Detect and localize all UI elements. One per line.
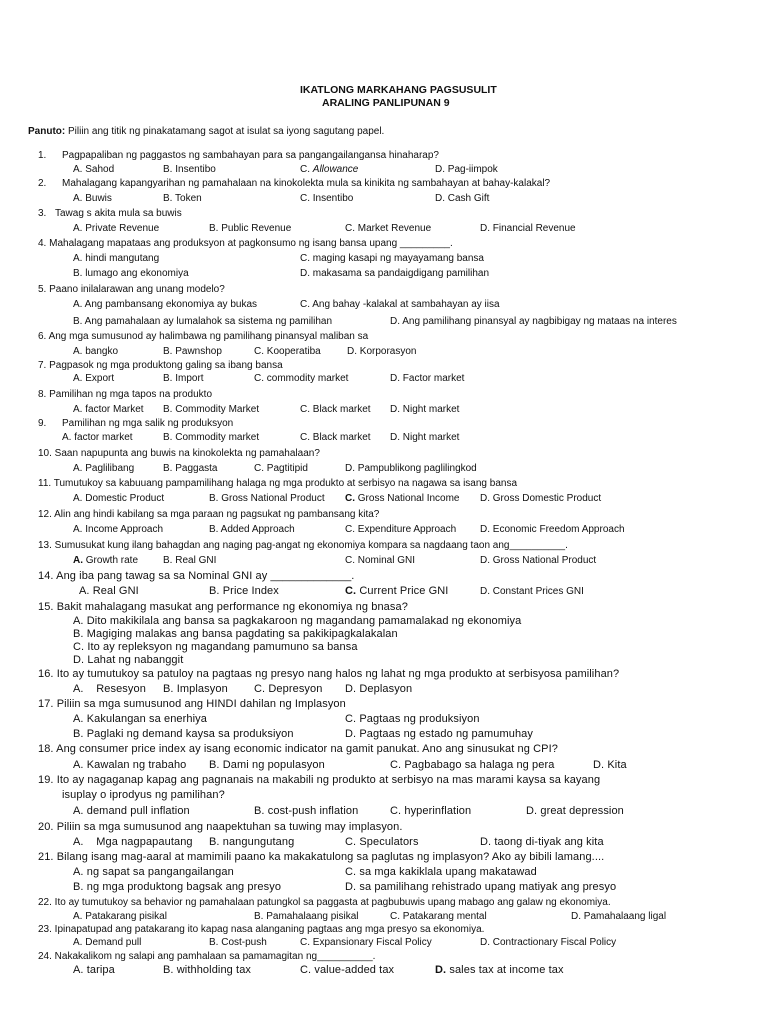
- choice-a: A. Demand pull: [73, 937, 142, 948]
- choice-b: B. Price Index: [209, 585, 279, 597]
- choice-c: C. Depresyon: [254, 683, 323, 695]
- choice-b: B. Import: [163, 373, 204, 384]
- question-text: 10. Saan napupunta ang buwis na kinokolekta ng pamahalaan?: [38, 448, 320, 459]
- choice-a: A. Mga nagpapautang: [73, 836, 193, 848]
- choice-b: B. Commodity market: [163, 432, 260, 443]
- question-text: 11. Tumutukoy sa kabuuang pampamilihang halaga ng mga produkto at serbisyo na nagawa sa isang bansa: [38, 478, 518, 489]
- choice-d: D. Gross Domestic Product: [480, 493, 602, 504]
- choice-c: C. Pagbabago sa halaga ng pera: [390, 759, 555, 771]
- choice-b: B. Cost-push: [209, 937, 267, 948]
- instructions-text: Piliin ang titik ng pinakatamang sagot at isulat sa iyong sagutang papel.: [68, 126, 385, 137]
- choice-b: B. Dami ng populasyon: [209, 759, 325, 771]
- choice-a: A. factor market: [62, 432, 133, 443]
- choice-b: B. Real GNI: [163, 555, 217, 566]
- choice-d: D. makasama sa pandaigdigang pamilihan: [300, 268, 490, 279]
- question-text: Tawag s akita mula sa buwis: [55, 208, 182, 219]
- choice-b: B. cost-push inflation: [254, 805, 359, 817]
- choice-d: D. Night market: [390, 404, 460, 415]
- choice-b: B. Paglaki ng demand kaysa sa produksiyon: [73, 728, 294, 740]
- choice-c: C. sa mga kakiklala upang makatawad: [345, 866, 537, 878]
- question-number: 9.: [38, 418, 47, 429]
- question-text: Mahalagang kapangyarihan ng pamahalaan na kinokolekta mula sa kinikita ng sambahayan at bahay-kalakal?: [62, 178, 551, 189]
- choice-a: A. bangko: [73, 346, 119, 357]
- question-text: 19. Ito ay nagaganap kapag ang pagnanais na makabili ng produkto at serbisyo na mas marami kaysa sa kayang: [38, 774, 601, 786]
- choice-b: B. Insentibo: [163, 164, 216, 175]
- choice-a: A. demand pull inflation: [73, 805, 190, 817]
- choice-a: A. taripa: [73, 964, 115, 976]
- choice-b: B. Ang pamahalaan ay lumalahok sa sistema ng pamilihan: [73, 316, 333, 327]
- choice-d: D. taong di-tiyak ang kita: [480, 836, 604, 848]
- choice-a: A. Patakarang pisikal: [73, 911, 167, 922]
- choice-d: D. Pamahalaang ligal: [571, 911, 667, 922]
- choice-c: C. hyperinflation: [390, 805, 472, 817]
- choice-a: A. Kawalan ng trabaho: [73, 759, 187, 771]
- choice-c: C. Ito ay repleksyon ng magandang pamumuno sa bansa: [73, 641, 358, 653]
- choice-a: A. factor Market: [73, 404, 144, 415]
- choice-d: D. Contractionary Fiscal Policy: [480, 937, 617, 948]
- question-text-continued: isuplay o iprodyus ng pamilihan?: [62, 789, 225, 801]
- choice-c: C. value-added tax: [300, 964, 395, 976]
- choice-d: D. Deplasyon: [345, 683, 413, 695]
- question-text: 17. Piliin sa mga sumusunod ang HINDI dahilan ng Implasyon: [38, 698, 346, 710]
- choice-d: D. Pampublikong paglilingkod: [345, 463, 477, 474]
- choice-b: B. nangungutang: [209, 836, 295, 848]
- question-text: 18. Ang consumer price index ay isang economic indicator na gamit panukat. Ano ang sinusukat ng CPI?: [38, 743, 558, 755]
- choice-a: A. Ang pambansang ekonomiya ay bukas: [73, 299, 258, 310]
- choice-b: B. Magiging malakas ang bansa pagdating sa pakikipagkalakalan: [73, 628, 398, 640]
- question-text: 21. Bilang isang mag-aaral at mamimili paano ka makakatulong sa paglutas ng implasyon? Ako ay bibili lamang....: [38, 851, 605, 863]
- question-text: Pagpapaliban ng paggastos ng sambahayan para sa pangangailangansa hinaharap?: [62, 150, 439, 161]
- exam-title: IKATLONG MARKAHANG PAGSUSULIT: [300, 84, 497, 96]
- choice-c: C. Gross National Income: [345, 493, 460, 504]
- choice-c: C. Ang bahay -kalakal at sambahayan ay iisa: [300, 299, 500, 310]
- choice-d: D. Kita: [593, 759, 627, 771]
- question-text: 7. Pagpasok ng mga produktong galing sa ibang bansa: [38, 360, 283, 371]
- choice-a: A. Export: [73, 373, 115, 384]
- choice-c: C. Market Revenue: [345, 223, 432, 234]
- question-text: 5. Paano inilalarawan ang unang modelo?: [38, 284, 225, 295]
- choice-d: D. Constant Prices GNI: [480, 586, 584, 597]
- choice-a: A. ng sapat sa pangangailangan: [73, 866, 234, 878]
- choice-b: B. Implasyon: [163, 683, 228, 695]
- question-text: 15. Bakit mahalagang masukat ang performance ng ekonomiya ng bnasa?: [38, 601, 408, 613]
- choice-a: A. Paglilibang: [73, 463, 135, 474]
- question-text: 12. Alin ang hindi kabilang sa mga paraan ng pagsukat ng pambansang kita?: [38, 509, 380, 520]
- instructions-label: Panuto:: [28, 126, 66, 137]
- choice-d: D. Gross National Product: [480, 555, 597, 566]
- choice-d: D. Pagtaas ng estado ng pamumuhay: [345, 728, 533, 740]
- choice-b: B. Gross National Product: [209, 493, 325, 504]
- choice-c: C. Insentibo: [300, 193, 354, 204]
- choice-d: D. Cash Gift: [435, 193, 490, 204]
- choice-a: A. Real GNI: [79, 585, 139, 597]
- choice-c: C. Pagtaas ng produksiyon: [345, 713, 480, 725]
- choice-c: C. Black market: [300, 432, 371, 443]
- choice-d: D. great depression: [526, 805, 624, 817]
- question-number: 1.: [38, 150, 47, 161]
- choice-b: B. Pawnshop: [163, 346, 222, 357]
- question-text: 6. Ang mga sumusunod ay halimbawa ng pamilihang pinansyal maliban sa: [38, 331, 369, 342]
- choice-c: C. Current Price GNI: [345, 585, 449, 597]
- question-text: 4. Mahalagang mapataas ang produksyon at pagkonsumo ng isang bansa upang _________.: [38, 238, 453, 249]
- choice-b: B. Added Approach: [209, 524, 295, 535]
- choice-b: B. withholding tax: [163, 964, 252, 976]
- question-text: 20. Piliin sa mga sumusunod ang naapektuhan sa tuwing may implasyon.: [38, 821, 403, 833]
- choice-b: B. Public Revenue: [209, 223, 292, 234]
- choice-d: D. Korporasyon: [347, 346, 417, 357]
- choice-b: B. lumago ang ekonomiya: [73, 268, 189, 279]
- choice-c: C. Pagtitipid: [254, 463, 308, 474]
- choice-a: A. Private Revenue: [73, 223, 160, 234]
- choice-b: B. Paggasta: [163, 463, 218, 474]
- question-text: 13. Sumusukat kung ilang bahagdan ang naging pag-angat ng ekonomiya kompara sa nagdaang taon ang__________.: [38, 540, 568, 551]
- question-text: 23. Ipinapatupad ang patakarang ito kapag nasa alanganing pagtaas ang mga presyo sa ekonomiya.: [38, 924, 485, 935]
- question-text: 24. Nakakalikom ng salapi ang pamhalaan sa pamamagitan ng__________.: [38, 951, 376, 962]
- choice-a: A. Domestic Product: [73, 493, 165, 504]
- choice-b: B. Token: [163, 193, 202, 204]
- choice-b: B. Pamahalaang pisikal: [254, 911, 359, 922]
- choice-a: A. Sahod: [73, 164, 115, 175]
- choice-c: C. Patakarang mental: [390, 911, 487, 922]
- question-text: 16. Ito ay tumutukoy sa patuloy na pagtaas ng presyo nang halos ng lahat ng mga produkto at serbisyosa pamilihan?: [38, 668, 620, 680]
- question-number: 3.: [38, 208, 47, 219]
- choice-c: C. commodity market: [254, 373, 349, 384]
- choice-a: A. Kakulangan sa enerhiya: [73, 713, 207, 725]
- choice-c: C. Black market: [300, 404, 371, 415]
- instructions: [28, 127, 384, 137]
- choice-d: D. Ang pamilihang pinansyal ay nagbibigay ng mataas na interes: [390, 316, 677, 327]
- question-text: 22. Ito ay tumutukoy sa behavior ng pamahalaan patungkol sa paggasta at pagbubuwis upang mabago ang galaw ng ekonomiya.: [38, 897, 611, 908]
- choice-c: C. maging kasapi ng mayayamang bansa: [300, 253, 484, 264]
- choice-c: C. Speculators: [345, 836, 419, 848]
- choice-a: A. Growth rate: [73, 555, 139, 566]
- choice-a: A. Income Approach: [73, 524, 164, 535]
- question-text: 8. Pamilihan ng mga tapos na produkto: [38, 389, 212, 400]
- choice-a: A. hindi mangutang: [73, 253, 160, 264]
- choice-d: D. sales tax at income tax: [435, 964, 564, 976]
- choice-a: A. Resesyon: [73, 683, 146, 695]
- subject-title: ARALING PANLIPUNAN 9: [322, 97, 450, 109]
- choice-c: C. Kooperatiba: [254, 346, 321, 357]
- question-text: 14. Ang iba pang tawag sa sa Nominal GNI ay _____________.: [38, 570, 355, 582]
- choice-c: C. Expenditure Approach: [345, 524, 457, 535]
- choice-a: A. Buwis: [73, 193, 112, 204]
- question-number: 2.: [38, 178, 47, 189]
- choice-d: D. Financial Revenue: [480, 223, 576, 234]
- choice-d: D. Pag-iimpok: [435, 164, 498, 175]
- choice-c: C. Allowance: [300, 164, 359, 175]
- choice-d: D. sa pamilihang rehistrado upang matiyak ang presyo: [345, 881, 617, 893]
- question-text: Pamilihan ng mga salik ng produksyon: [62, 418, 234, 429]
- choice-d: D. Lahat ng nabanggit: [73, 654, 184, 666]
- choice-d: D. Night market: [390, 432, 460, 443]
- choice-c: C. Nominal GNI: [345, 555, 416, 566]
- choice-d: D. Economic Freedom Approach: [480, 524, 625, 535]
- choice-c: C. Expansionary Fiscal Policy: [300, 937, 432, 948]
- choice-a: A. Dito makikilala ang bansa sa pagkakaroon ng magandang pamamalakad ng ekonomiya: [73, 615, 522, 627]
- choice-d: D. Factor market: [390, 373, 465, 384]
- choice-b: B. ng mga produktong bagsak ang presyo: [73, 881, 282, 893]
- choice-b: B. Commodity Market: [163, 404, 260, 415]
